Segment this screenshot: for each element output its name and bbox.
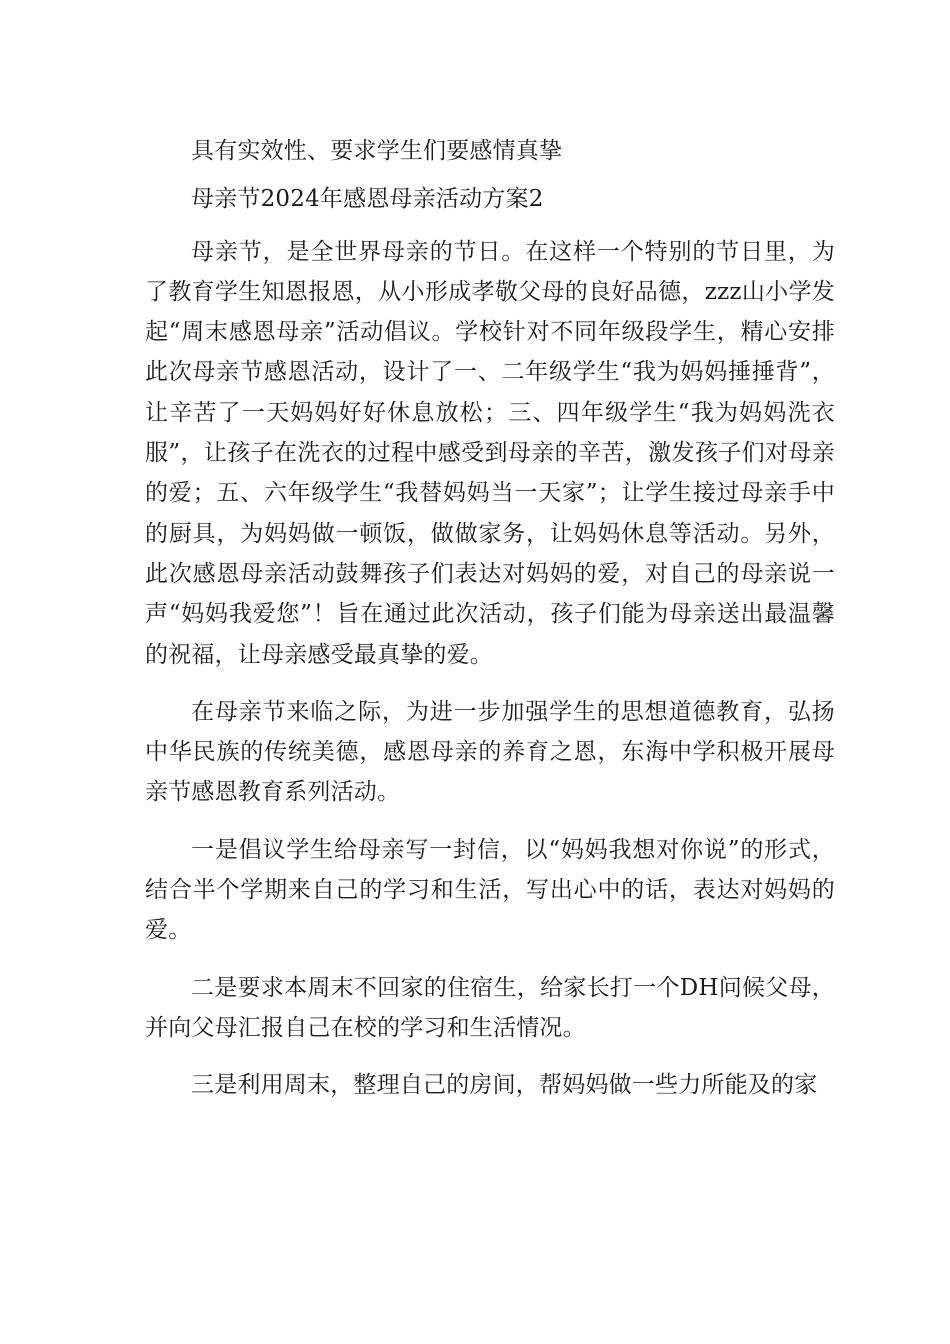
paragraph-donghai: 在母亲节来临之际，为进一步加强学生的思想道德教育，弘扬中华民族的传统美德，感恩母亲的养育之恩，东海中学积极开展母亲节感恩教育系列活动。: [145, 698, 835, 806]
document-body: [145, 131, 835, 1106]
paragraph-item-two: 二是要求本周末不回家的住宿生，给家长打一个DH问候父母，并向父母汇报自己在校的学习和生活情况。: [145, 974, 835, 1041]
paragraph-continuation: 具有实效性、要求学生们要感情真挚: [191, 138, 563, 164]
paragraph-item-three: 三是利用周末，整理自己的房间，帮妈妈做一些力所能及的家: [191, 1072, 818, 1099]
paragraph-intro: 母亲节，是全世界母亲的节日。在这样一个特别的节日里，为了教育学生知恩报恩，从小形成孝敬父母的良好品德，zzz山小学发起“周末感恩母亲”活动倡议。学校针对不同年级段学生，精心安排此次母亲节感恩活动，设计了一、二年级学生“我为妈妈捶捶背”，让辛苦了一天妈妈好好休息放松；三、四年级学生“我为妈妈洗衣服”，让孩子在洗衣的过程中感受到母亲的辛苦，激发孩子们对母亲的爱；五、六年级学生“我替妈妈当一天家”；让学生接过母亲手中的厨具，为妈妈做一顿饭，做做家务，让妈妈休息等活动。另外，此次感恩母亲活动鼓舞孩子们表达对妈妈的爱，对自己的母亲说一声“妈妈我爱您”！旨在通过此次活动，孩子们能为母亲送出最温馨的祝福，让母亲感受最真挚的爱。: [145, 238, 835, 668]
section-heading: 母亲节2024年感恩母亲活动方案2: [191, 186, 544, 213]
paragraph-item-one: 一是倡议学生给母亲写一封信，以“妈妈我想对你说”的形式，结合半个学期来自己的学习和生活，写出心中的话，表达对妈妈的爱。: [145, 836, 835, 944]
